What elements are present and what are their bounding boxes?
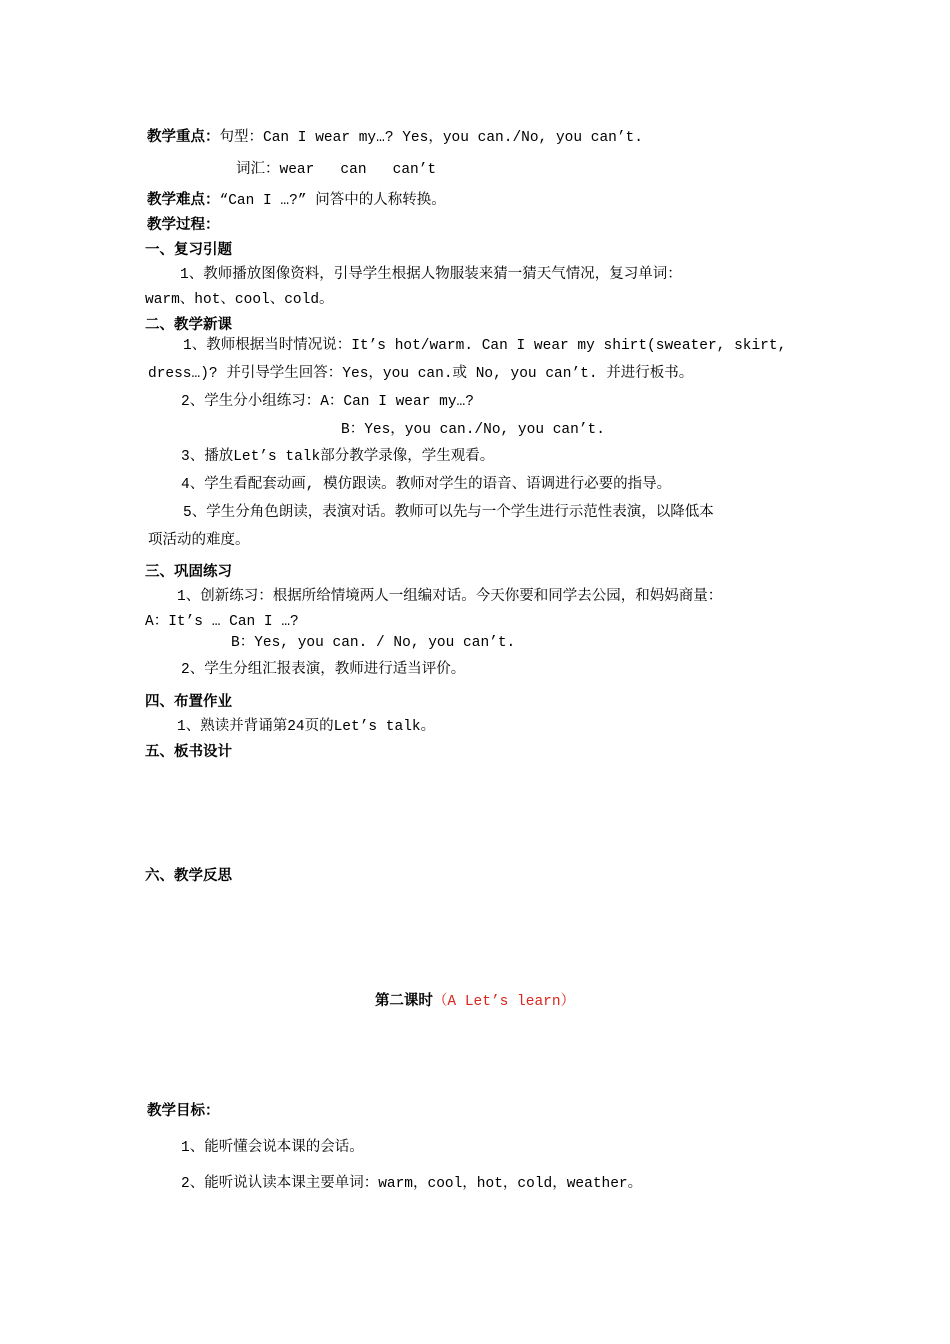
difficulty-label: 教学难点： [147, 192, 220, 208]
process-label: 教学过程： [147, 217, 220, 233]
sentence-pattern: Can I wear my…? Yes，you can./No, you can’t. [263, 130, 643, 146]
goals-label: 教学目标： [147, 1103, 220, 1119]
section-2-item-3: 3、播放Let’s talk部分教学录像，学生观看。 [181, 449, 495, 465]
section-3-item-1-a: A：It’s … Can I …? [145, 614, 299, 630]
section-2-item-4: 4、学生看配套动画, 模仿跟读。教师对学生的语音、语调进行必要的指导。 [181, 477, 672, 493]
sentence-label: 句型： [219, 129, 263, 145]
section-1-item-1-line-1: 1、教师播放图像资料，引导学生根据人物服装来猜一猜天气情况，复习单词： [180, 267, 682, 283]
focus-label: 教学重点： [147, 129, 220, 145]
lesson-2-title-text: 第二课时 [374, 993, 433, 1009]
section-3-item-1-line-1: 1、创新练习：根据所给情境两人一组编对话。今天你要和同学去公园，和妈妈商量： [177, 589, 723, 605]
section-1-heading: 一、复习引题 [145, 242, 232, 258]
vocab-line [236, 159, 436, 180]
difficulty-line [147, 190, 446, 211]
goal-1: 1、能听懂会说本课的会话。 [181, 1140, 364, 1156]
difficulty-text: “Can I …?” 问答中的人称转换。 [219, 193, 446, 209]
section-2-item-1-line-1: 1、教师根据当时情况说：It’s hot/warm. Can I wear my shirt(sweater, skirt, [183, 338, 787, 354]
section-5-heading: 五、板书设计 [145, 744, 232, 760]
section-2-item-2-b: B：Yes，you can./No, you can’t. [341, 422, 605, 438]
section-3-heading: 三、巩固练习 [145, 564, 232, 580]
section-1-item-1-line-2: warm、hot、cool、cold。 [145, 292, 334, 308]
section-4-item-1: 1、熟读并背诵第24页的Let’s talk。 [177, 719, 436, 735]
section-2-item-5-line-1: 5、学生分角色朗读，表演对话。教师可以先与一个学生进行示范性表演，以降低本 [183, 505, 714, 521]
lesson-2-title [0, 991, 950, 1012]
section-2-item-5-line-2: 项活动的难度。 [148, 533, 250, 549]
focus-line [147, 127, 643, 148]
goal-2: 2、能听说认读本课主要单词：warm，cool，hot，cold，weather。 [181, 1176, 643, 1192]
lesson-2-title-subtitle: （A Let’s learn） [432, 994, 576, 1010]
section-6-heading: 六、教学反思 [145, 868, 232, 884]
section-2-heading: 二、教学新课 [145, 317, 232, 333]
section-2-item-1-line-2: dress…)? 并引导学生回答：Yes，you can.或 No, you can’t. 并进行板书。 [148, 366, 694, 382]
section-4-heading: 四、布置作业 [145, 694, 232, 710]
vocab-words: wear can can’t [279, 162, 437, 178]
section-3-item-1-b: B：Yes, you can. / No, you can’t. [231, 635, 516, 651]
section-3-item-2: 2、学生分组汇报表演，教师进行适当评价。 [181, 662, 466, 678]
section-2-item-2-a: 2、学生分小组练习：A：Can I wear my…? [181, 394, 474, 410]
vocab-label: 词汇： [236, 161, 280, 177]
